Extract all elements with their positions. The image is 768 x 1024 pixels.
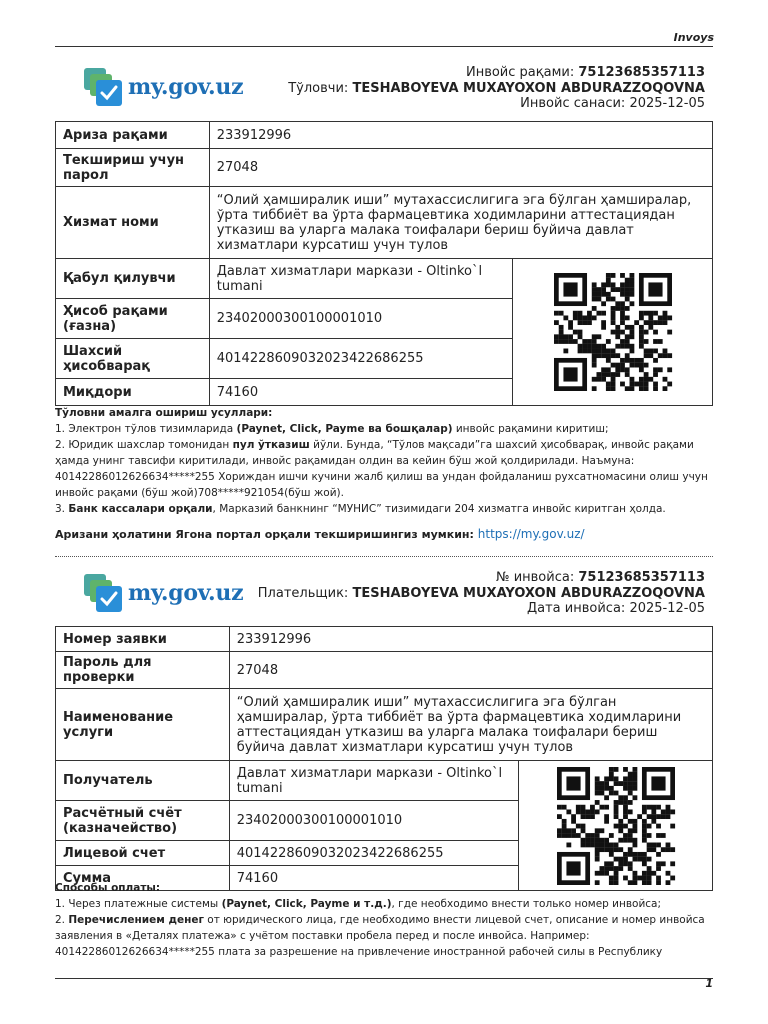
- invoice-date-label: Дата инвойса:: [526, 601, 626, 616]
- service-name: “Олий ҳамширалик иши” мутахассислигига эга бўлган ҳамширалар, ўрта тиббиёт ва ўрта фармацевтика ходимларини аттестациядан утказиш ва уларга малака тоифалари бериш буйича давлат хизматлари курсатиш учун тулов: [209, 187, 712, 259]
- row-label: Шахсий ҳисобварақ: [56, 339, 210, 379]
- payment-method-1: 1. Через платежные системы (Paynet, Click, Payme и т.д.), где необходимо внести только номер инвойса;: [55, 898, 662, 910]
- table-row: [56, 652, 713, 689]
- logo-check-icon: [84, 574, 124, 612]
- qr-code-icon: [554, 767, 678, 885]
- amount: 74160: [229, 866, 519, 891]
- mygov-logo[interactable]: [84, 68, 243, 106]
- table-row: [56, 627, 713, 652]
- recipient: Давлат хизматлари маркази - Oltinko`l tumani: [209, 259, 513, 299]
- page-number: 1: [705, 977, 713, 990]
- row-label: Ариза рақами: [56, 122, 210, 149]
- invoice-meta-uz: [288, 65, 705, 112]
- check-password: 27048: [209, 149, 712, 187]
- payment-methods-title: Тўловни амалга ошириш усуллари:: [55, 407, 273, 419]
- row-label: Ҳисоб рақами (ғазна): [56, 299, 210, 339]
- personal-account: 401422860903202342268625​5: [209, 339, 513, 379]
- table-row: [56, 122, 713, 149]
- payer-label: Плательщик:: [257, 585, 349, 601]
- bottom-rule: [55, 978, 713, 979]
- table-row: [56, 689, 713, 761]
- invoice-number: 75123685357113: [578, 570, 705, 585]
- payment-methods-title: Способы оплаты:: [55, 882, 161, 894]
- invoice-date-label: Инвойс санаси:: [520, 96, 626, 111]
- table-row: [56, 187, 713, 259]
- logo-check-icon: [84, 68, 124, 106]
- cut-line: [55, 556, 713, 557]
- invoice-date: 2025-12-05: [629, 96, 705, 111]
- amount: 74160: [209, 379, 513, 406]
- invoice-table-ru: [55, 626, 713, 891]
- invoice-number-label: Инвойс рақами:: [465, 65, 575, 80]
- row-label: Расчётный счёт (казначейство): [56, 801, 230, 841]
- table-row: [56, 149, 713, 187]
- invoice-meta-ru: [258, 570, 705, 617]
- portal-link[interactable]: https://my.gov.uz/: [477, 527, 585, 541]
- qr-code-icon: [551, 273, 675, 391]
- row-label: Хизмат номи: [56, 187, 210, 259]
- personal-account: 401422860903202342268625​5: [229, 841, 519, 866]
- portal-note: [55, 527, 585, 541]
- payment-methods-ru: [55, 880, 715, 960]
- payment-method-2: 2. Перечислением денег от юридического лица, где необходимо внести лицевой счет, описание и номер инвойса заявления в «Деталях платежа» с учётом поставки пробела перед и после инвойса. Например: 40142286012626634*****255 плата за разрешение на привлечение иностранной рабочей силы в Республику: [55, 914, 705, 958]
- payment-method-1: 1. Электрон тўлов тизимларида (Paynet, Click, Payme ва бошқалар) инвойс рақамини киритиш;: [55, 423, 609, 435]
- row-label: Пароль для проверки: [56, 652, 230, 689]
- mygov-logo[interactable]: [84, 574, 243, 612]
- row-label: Наименование услуги: [56, 689, 230, 761]
- payment-method-3: 3. Банк кассалари орқали, Марказий банкнинг “МУНИС” тизимидаги 204 хизматга инвойс киритган ҳолда.: [55, 503, 666, 515]
- logo-text: my.gov.uz: [128, 580, 244, 606]
- top-rule: [55, 46, 713, 47]
- invoice-number: 75123685357113: [578, 65, 705, 80]
- payer-name: TESHABOYEVA MUXAYOXON ABDURAZZOQOVNA: [352, 585, 705, 601]
- invoice-date: 2025-12-05: [629, 601, 705, 616]
- table-row: [56, 259, 713, 299]
- treasury-account: 23402000300100001010: [209, 299, 513, 339]
- row-label: Получатель: [56, 761, 230, 801]
- invoice-number-label: № инвойса:: [496, 570, 575, 585]
- row-label: Сумма: [56, 866, 230, 891]
- application-number: 233912996: [229, 627, 712, 652]
- invoice-table-uz: [55, 121, 713, 406]
- portal-text: Аризани ҳолатини Ягона портал орқали текширишингиз мумкин:: [55, 528, 474, 541]
- recipient: Давлат хизматлари маркази - Oltinko`l tumani: [229, 761, 519, 801]
- service-name: “Олий ҳамширалик иши” мутахассислигига эга бўлган ҳамширалар, ўрта тиббиёт ва ўрта фармацевтика ходимларини аттестациядан утказиш ва уларга малака тоифалари бериш буйича давлат хизматлари курсатиш учун тулов: [229, 689, 712, 761]
- application-number: 233912996: [209, 122, 712, 149]
- payer-label: Тўловчи:: [288, 80, 349, 96]
- row-label: Қабул қилувчи: [56, 259, 210, 299]
- payer-name: TESHABOYEVA MUXAYOXON ABDURAZZOQOVNA: [352, 80, 705, 96]
- qr-code-cell: [519, 761, 713, 891]
- document-type-label: Invoys: [673, 31, 714, 44]
- table-row: [56, 761, 713, 801]
- payment-methods-uz: [55, 405, 715, 517]
- row-label: Миқдори: [56, 379, 210, 406]
- row-label: Текшириш учун парол: [56, 149, 210, 187]
- row-label: Номер заявки: [56, 627, 230, 652]
- check-password: 27048: [229, 652, 712, 689]
- payment-method-2: 2. Юридик шахслар томонидан пул ўтказиш йўли. Бунда, “Тўлов мақсади”га шахсий ҳисобварақ, инвойс рақами ҳамда унинг тавсифи киритилади, инвойс рақамидан олдин ва кейин бўш жой қолдирилади. Наъмуна: 40142286012626634*****255 Хориждан ишчи кучини жалб қилиш ва ундан фойдаланиш рухсатномасини олиш учун инвойс рақами (бўш жой)708*****921054(бўш жой).: [55, 439, 708, 499]
- qr-code-cell: [513, 259, 713, 406]
- logo-text: my.gov.uz: [128, 74, 244, 100]
- row-label: Лицевой счет: [56, 841, 230, 866]
- treasury-account: 23402000300100001010: [229, 801, 519, 841]
